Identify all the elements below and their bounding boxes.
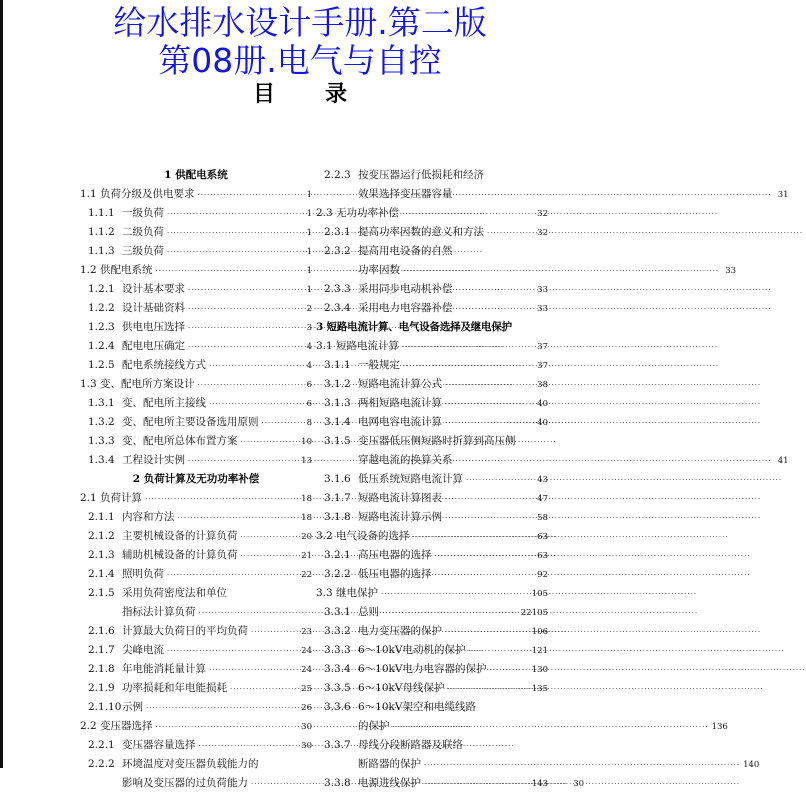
leader-dots [456,452,772,471]
toc-page-number: 4 [306,361,312,371]
toc-page-number: 105 [531,589,548,599]
leader-dots [156,262,296,281]
toc-entry[interactable] [80,584,312,603]
chapter-heading: 2 负荷计算及无功功率补偿 [132,473,260,485]
leader-dots [241,547,296,566]
toc-section-number: 3.3.5 [324,682,351,694]
leader-dots [490,661,529,680]
leader-dots [456,186,772,205]
toc-entry-continuation[interactable] [316,451,789,470]
toc-page-number: 30 [573,779,585,789]
chapter-heading: 1 供配电系统 [164,169,228,181]
toc-entry[interactable] [316,603,548,622]
toc-page-number: 30 [301,722,312,732]
toc-entry[interactable] [80,451,312,470]
toc-section-number: 2.1.3 [88,549,115,561]
toc-entry-title: 变压器选择 [100,720,153,732]
toc-entry-title: 短路电流计算 [336,340,399,352]
leader-dots [413,528,532,547]
toc-page-number: 26 [301,703,312,713]
toc-page-number: 1 [306,190,312,200]
toc-section-number: 3.1 [316,340,333,352]
toc-entry-title: 按变压器运行低损耗和经济 [358,169,484,181]
leader-dots [251,623,295,642]
toc-section-number: 3.3.3 [324,644,351,656]
toc-entry[interactable] [316,280,548,299]
toc-page-number: 30 [301,741,312,751]
leader-dots [448,680,529,699]
toc-page-number: 47 [537,494,548,504]
toc-page-number: 92 [537,570,548,580]
toc-section-number: 3.1.6 [324,473,351,485]
toc-entry-title: 三级负荷 [122,245,164,257]
toc-page-number: 1 [306,228,312,238]
toc-entry[interactable] [80,318,312,337]
toc-section-number: 2.1.2 [88,530,115,542]
leader-dots [381,585,529,604]
leader-dots [188,319,295,338]
toc-page-number: 32 [537,228,548,238]
toc-section-number: 3.1.3 [324,397,351,409]
leader-dots [145,490,295,509]
toc-section-number: 1.1 [80,188,97,200]
leader-dots [487,224,531,243]
toc-page-number: 18 [301,494,312,504]
toc-page-number: 106 [531,627,548,637]
toc-page-number: 37 [537,342,548,352]
toc-section-number: 2.1.5 [88,587,115,599]
leader-dots [403,357,531,376]
toc-entry-title: 负荷分级及供电要求 [100,188,195,200]
toc-entry[interactable] [316,394,548,413]
toc-entry[interactable] [316,622,548,641]
toc-section-number: 2.3.2 [324,245,351,257]
toc-section-number: 3.1.8 [324,511,351,523]
toc-entry-title: 采用电力电容器补偿 [358,302,453,314]
toc-section-number: 2.2.1 [88,739,115,751]
toc-entry[interactable] [80,717,312,736]
toc-entry[interactable] [316,774,548,793]
toc-entry-title: 断路器的保护 [358,758,421,770]
toc-entry-title: 的保护 [358,720,390,732]
toc-entry-title: 设计基本要求 [122,283,185,295]
toc-entry-title: 一级负荷 [122,207,164,219]
toc-section-number: 2.3.4 [324,302,351,314]
leader-dots [456,300,532,319]
leader-dots [241,528,296,547]
toc-section-number: 2.2 [80,720,97,732]
toc-right-column [316,166,789,793]
toc-entry[interactable] [80,546,312,565]
toc-page-number: 33 [537,285,548,295]
toc-page-number: 121 [531,646,548,656]
toc-entry-title: 负荷计算 [100,492,142,504]
toc-entry-title: 供电电压选择 [122,321,185,333]
toc-section-number: 1.2 [80,264,97,276]
toc-section-number: 1.2.5 [88,359,115,371]
toc-entry[interactable] [316,166,548,185]
toc-section-number: 1.2.4 [88,340,115,352]
leader-dots [188,338,295,357]
toc-section-number: 2.3.1 [324,226,351,238]
toc-entry[interactable] [80,622,312,641]
toc-entry[interactable] [80,223,312,242]
toc-entry-continuation[interactable] [316,261,737,280]
toc-entry-title: 电网电容电流计算 [358,416,442,428]
leader-dots [167,566,295,585]
toc-page-number: 143 [531,779,548,789]
leader-dots [178,509,296,528]
toc-section-number: 3.1.4 [324,416,351,428]
toc-section-number: 1.1.3 [88,245,115,257]
toc-section-number: 2.1.9 [88,682,115,694]
leader-dots [402,338,531,357]
page-left-edge [0,0,3,768]
toc-section-number: 3.3 [316,587,333,599]
toc-section-number: 3.3.8 [324,777,351,789]
toc-section-number: 3.1.5 [324,435,351,447]
toc-page-number: 21 [301,551,312,561]
toc-entry[interactable] [80,508,312,527]
toc-entry-title: 6～10kV电力电容器的保护 [358,663,487,675]
toc-entry[interactable] [80,736,312,755]
toc-page-number: 1 [306,209,312,219]
toc-page-number: 1 [306,266,312,276]
toc-page-number: 43 [537,475,548,485]
toc-entry-title: 高压电器的选择 [358,549,432,561]
toc-section-number: 3.1.2 [324,378,351,390]
toc-page-number: 25 [301,684,312,694]
toc-section-number: 2.3.3 [324,283,351,295]
leader-dots [188,281,295,300]
toc-entry[interactable] [316,736,548,755]
toc-entry[interactable] [80,432,312,451]
toc-section-number: 2.1.7 [88,644,115,656]
toc-page-number: 24 [301,665,312,675]
toc-section-number: 1.3 [80,378,97,390]
toc-entry-title: 短路电流计算公式 [358,378,442,390]
toc-entry[interactable] [316,470,548,489]
toc-entry[interactable] [316,223,548,242]
toc-page-number: 8 [306,418,312,428]
toc-section-number: 3.2.2 [324,568,351,580]
leader-dots [188,300,295,319]
toc-page-number: 58 [537,513,548,523]
toc-entry[interactable] [316,584,548,603]
toc-entry-title: 采用同步电动机补偿 [358,283,453,295]
toc-section-number: 2.2.2 [88,758,115,770]
leader-dots [209,395,295,414]
toc-entry[interactable] [316,204,548,223]
toc-section-number: 2.2.3 [324,169,351,181]
toc-entry[interactable] [316,508,548,527]
leader-dots [199,737,296,756]
toc-section-number: 1.3.3 [88,435,115,447]
toc-entry[interactable] [80,660,312,679]
toc-entry[interactable] [80,641,312,660]
toc-entry-title: 二级负荷 [122,226,164,238]
toc-entry[interactable] [80,280,312,299]
toc-section-number: 1.1.2 [88,226,115,238]
toc-page-number: 31 [777,190,789,200]
toc-page-number: 40 [537,418,548,428]
leader-dots [435,547,532,566]
toc-section-number: 1.3.1 [88,397,115,409]
toc-entry[interactable] [80,755,312,774]
toc-entry-title: 低压系统短路电流计算 [358,473,463,485]
toc-entry-continuation[interactable] [316,185,789,204]
toc-entry-continuation[interactable] [316,755,760,774]
toc-entry-title: 配电电压确定 [122,340,185,352]
toc-entry[interactable] [80,565,312,584]
toc-section-number: 3.1.1 [324,359,351,371]
toc-page-number: 130 [531,665,548,675]
toc-entry-title: 影响及变压器的过负荷能力 [122,777,248,789]
toc-heading: 目录 [252,82,397,107]
toc-section-number: 1.3.2 [88,416,115,428]
toc-entry-title: 继电保护 [336,587,378,599]
toc-entry-title: 示例 [122,701,143,713]
chapter-heading: 3 短路电流计算、电气设备选择及继电保护 [316,321,512,333]
toc-entry[interactable] [316,299,548,318]
leader-dots [167,224,295,243]
toc-entry-title: 母线分段断路器及联络 [358,739,463,751]
toc-page-number: 140 [743,760,760,770]
toc-entry-title: 变、配电所方案设计 [100,378,195,390]
toc-entry[interactable] [316,375,548,394]
leader-dots [198,376,296,395]
toc-entry-title: 变、配电所主接线 [122,397,206,409]
leader-dots [209,357,295,376]
toc-entry[interactable] [316,641,548,660]
leader-dots [403,262,719,281]
toc-entry-title: 主要机械设备的计算负荷 [122,530,238,542]
toc-entry[interactable] [316,337,548,356]
toc-entry[interactable] [80,679,312,698]
toc-entry[interactable] [316,356,548,375]
toc-page-number: 41 [777,456,789,466]
toc-entry-title: 变压器容量选择 [122,739,196,751]
toc-entry-title: 电气设备的选择 [336,530,410,542]
toc-page-number: 1 [306,285,312,295]
leader-dots [209,661,295,680]
toc-page-number: 24 [301,646,312,656]
toc-entry-title: 设计基础资料 [122,302,185,314]
toc-entry[interactable] [80,527,312,546]
toc-page-number: 38 [537,380,548,390]
toc-page-number: 37 [537,361,548,371]
toc-entry-title: 内容和方法 [122,511,175,523]
toc-section-number: 2.1 [80,492,97,504]
leader-dots [402,205,531,224]
toc-entry[interactable] [80,337,312,356]
toc-entry-title: 工程设计实例 [122,454,185,466]
toc-page-number: 22 [301,570,312,580]
toc-page-number: 3 [306,323,312,333]
toc-entry[interactable] [316,546,548,565]
leader-dots [445,395,531,414]
toc-entry-title: 电源进线保护 [358,777,421,789]
toc-entry-title: 无功功率补偿 [336,207,399,219]
toc-page-number: 1 [306,247,312,257]
toc-entry-title: 环境温度对变压器负载能力的 [122,758,259,770]
toc-entry-title: 电力变压器的保护 [358,625,442,637]
leader-dots [445,414,531,433]
leader-dots [167,243,295,262]
toc-page-number: 23 [301,627,312,637]
toc-entry-title: 年电能消耗量计算 [122,663,206,675]
toc-page-number: 63 [537,532,548,542]
toc-section-number: 1.1.1 [88,207,115,219]
toc-section-number: 1.3.4 [88,454,115,466]
toc-entry-title: 照明负荷 [122,568,164,580]
leader-dots [188,452,295,471]
toc-entry[interactable] [80,204,312,223]
toc-entry-title: 变、配电所主要设备选用原则 [122,416,259,428]
toc-page-number: 22 [520,608,532,618]
toc-entry-title: 计算最大负荷日的平均负荷 [122,625,248,637]
toc-entry[interactable] [80,489,312,508]
toc-entry-title: 功率损耗和年电能损耗 [122,682,227,694]
toc-entry-title: 尖峰电流 [122,644,164,656]
toc-section-number: 3.1.7 [324,492,351,504]
toc-page-number: 4 [306,342,312,352]
leader-dots [456,281,532,300]
toc-entry-title: 一般规定 [358,359,400,371]
leader-dots [167,205,295,224]
toc-entry[interactable] [316,432,548,451]
toc-page-number: 18 [301,513,312,523]
toc-section-number: 2.1.1 [88,511,115,523]
toc-entry-title: 效果选择变压器容量 [358,188,453,200]
toc-entry-title: 功率因数 [358,264,400,276]
toc-entry[interactable] [80,394,312,413]
toc-entry-title: 穿越电流的换算关系 [358,454,453,466]
leader-dots [167,642,295,661]
toc-page-number: 2 [306,304,312,314]
toc-entry-title: 指标法计算负荷 [122,606,196,618]
toc-page-number: 136 [711,722,728,732]
toc-section-number: 3.3.4 [324,663,351,675]
toc-entry-title: 短路电流计算示例 [358,511,442,523]
leader-dots [393,718,709,737]
toc-entry-title: 提高功率因数的意义和方法 [358,226,484,238]
toc-entry-title: 采用负荷密度法和单位 [122,587,227,599]
toc-entry-title: 短路电流计算图表 [358,492,442,504]
toc-section-number: 3.3.6 [324,701,351,713]
toc-entry-title: 两相短路电流计算 [358,397,442,409]
leader-dots [262,414,296,433]
toc-section-number: 1.2.1 [88,283,115,295]
toc-entry-title: 辅助机械设备的计算负荷 [122,549,238,561]
leader-dots [445,376,531,395]
book-title: 给水排水设计手册.第二版 [113,3,487,42]
leader-dots [198,186,296,205]
leader-dots [466,471,531,490]
toc-entry-title: 供配电系统 [100,264,153,276]
toc-page-number: 33 [725,266,737,276]
toc-entry[interactable] [316,242,548,261]
leader-dots [469,642,529,661]
toc-entry[interactable] [316,565,548,584]
toc-entry[interactable] [80,698,312,717]
toc-entry-title: 配电系统接线方式 [122,359,206,371]
toc-entry[interactable] [316,660,548,679]
toc-entry[interactable] [80,242,312,261]
toc-section-number: 3.2.1 [324,549,351,561]
toc-section-number: 3.2 [316,530,333,542]
leader-dots [424,756,740,775]
toc-page-number: 33 [537,304,548,314]
toc-entry[interactable] [80,356,312,375]
leader-dots [230,680,295,699]
toc-page-number: 135 [531,684,548,694]
toc-page-number: 6 [306,399,312,409]
toc-entry[interactable] [316,413,548,432]
toc-entry[interactable] [80,261,312,280]
toc-section-number: 3.3.7 [324,739,351,751]
volume-title: 第08册.电气与自控 [158,41,442,80]
leader-dots [445,490,531,509]
toc-page-number: 6 [306,380,312,390]
toc-entry-title: 低压电器的选择 [358,568,432,580]
toc-entry-title: 变压器低压侧短路时折算到高压侧 [358,435,516,447]
toc-page-number: 105 [531,608,548,618]
leader-dots [445,509,531,528]
toc-section-number: 1.2.2 [88,302,115,314]
toc-entry-title: 6～10kV电动机的保护 [358,644,466,656]
toc-entry-continuation[interactable] [316,717,728,736]
toc-section-number: 2.3 [316,207,333,219]
toc-entry-title: 变、配电所总体布置方案 [122,435,238,447]
toc-entry-title: 总则 [358,606,379,618]
toc-section-number: 2.1.10 [88,701,122,713]
toc-entry[interactable] [316,698,548,717]
toc-entry-title: 6～10kV架空和电缆线路 [358,701,476,713]
leader-dots [146,699,295,718]
toc-page-number: 13 [301,456,312,466]
toc-entry-title: 6～10kV母线保护 [358,682,445,694]
toc-section-number: 2.1.6 [88,625,115,637]
toc-entry[interactable] [80,375,312,394]
toc-page-number: 40 [537,399,548,409]
toc-entry[interactable] [316,527,548,546]
leader-dots [241,433,296,452]
toc-section-number: 3.3.1 [324,606,351,618]
toc-section-number: 3.3.2 [324,625,351,637]
toc-page-number: 10 [301,437,312,447]
leader-dots [435,566,532,585]
toc-page-number: 63 [537,551,548,561]
leader-dots [424,775,529,794]
leader-dots [156,718,296,737]
toc-section-number: 1.2.3 [88,321,115,333]
toc-entry[interactable] [80,299,312,318]
toc-entry[interactable] [316,489,548,508]
toc-page-number: 20 [301,532,312,542]
toc-entry[interactable] [80,185,312,204]
toc-section-number: 2.1.4 [88,568,115,580]
toc-section-number: 2.1.8 [88,663,115,675]
toc-entry-title: 提高用电设备的自然 [358,245,453,257]
toc-entry[interactable] [80,413,312,432]
leader-dots [445,623,529,642]
toc-entry[interactable] [316,679,548,698]
leader-dots [382,604,529,623]
toc-page-number: 32 [537,209,548,219]
